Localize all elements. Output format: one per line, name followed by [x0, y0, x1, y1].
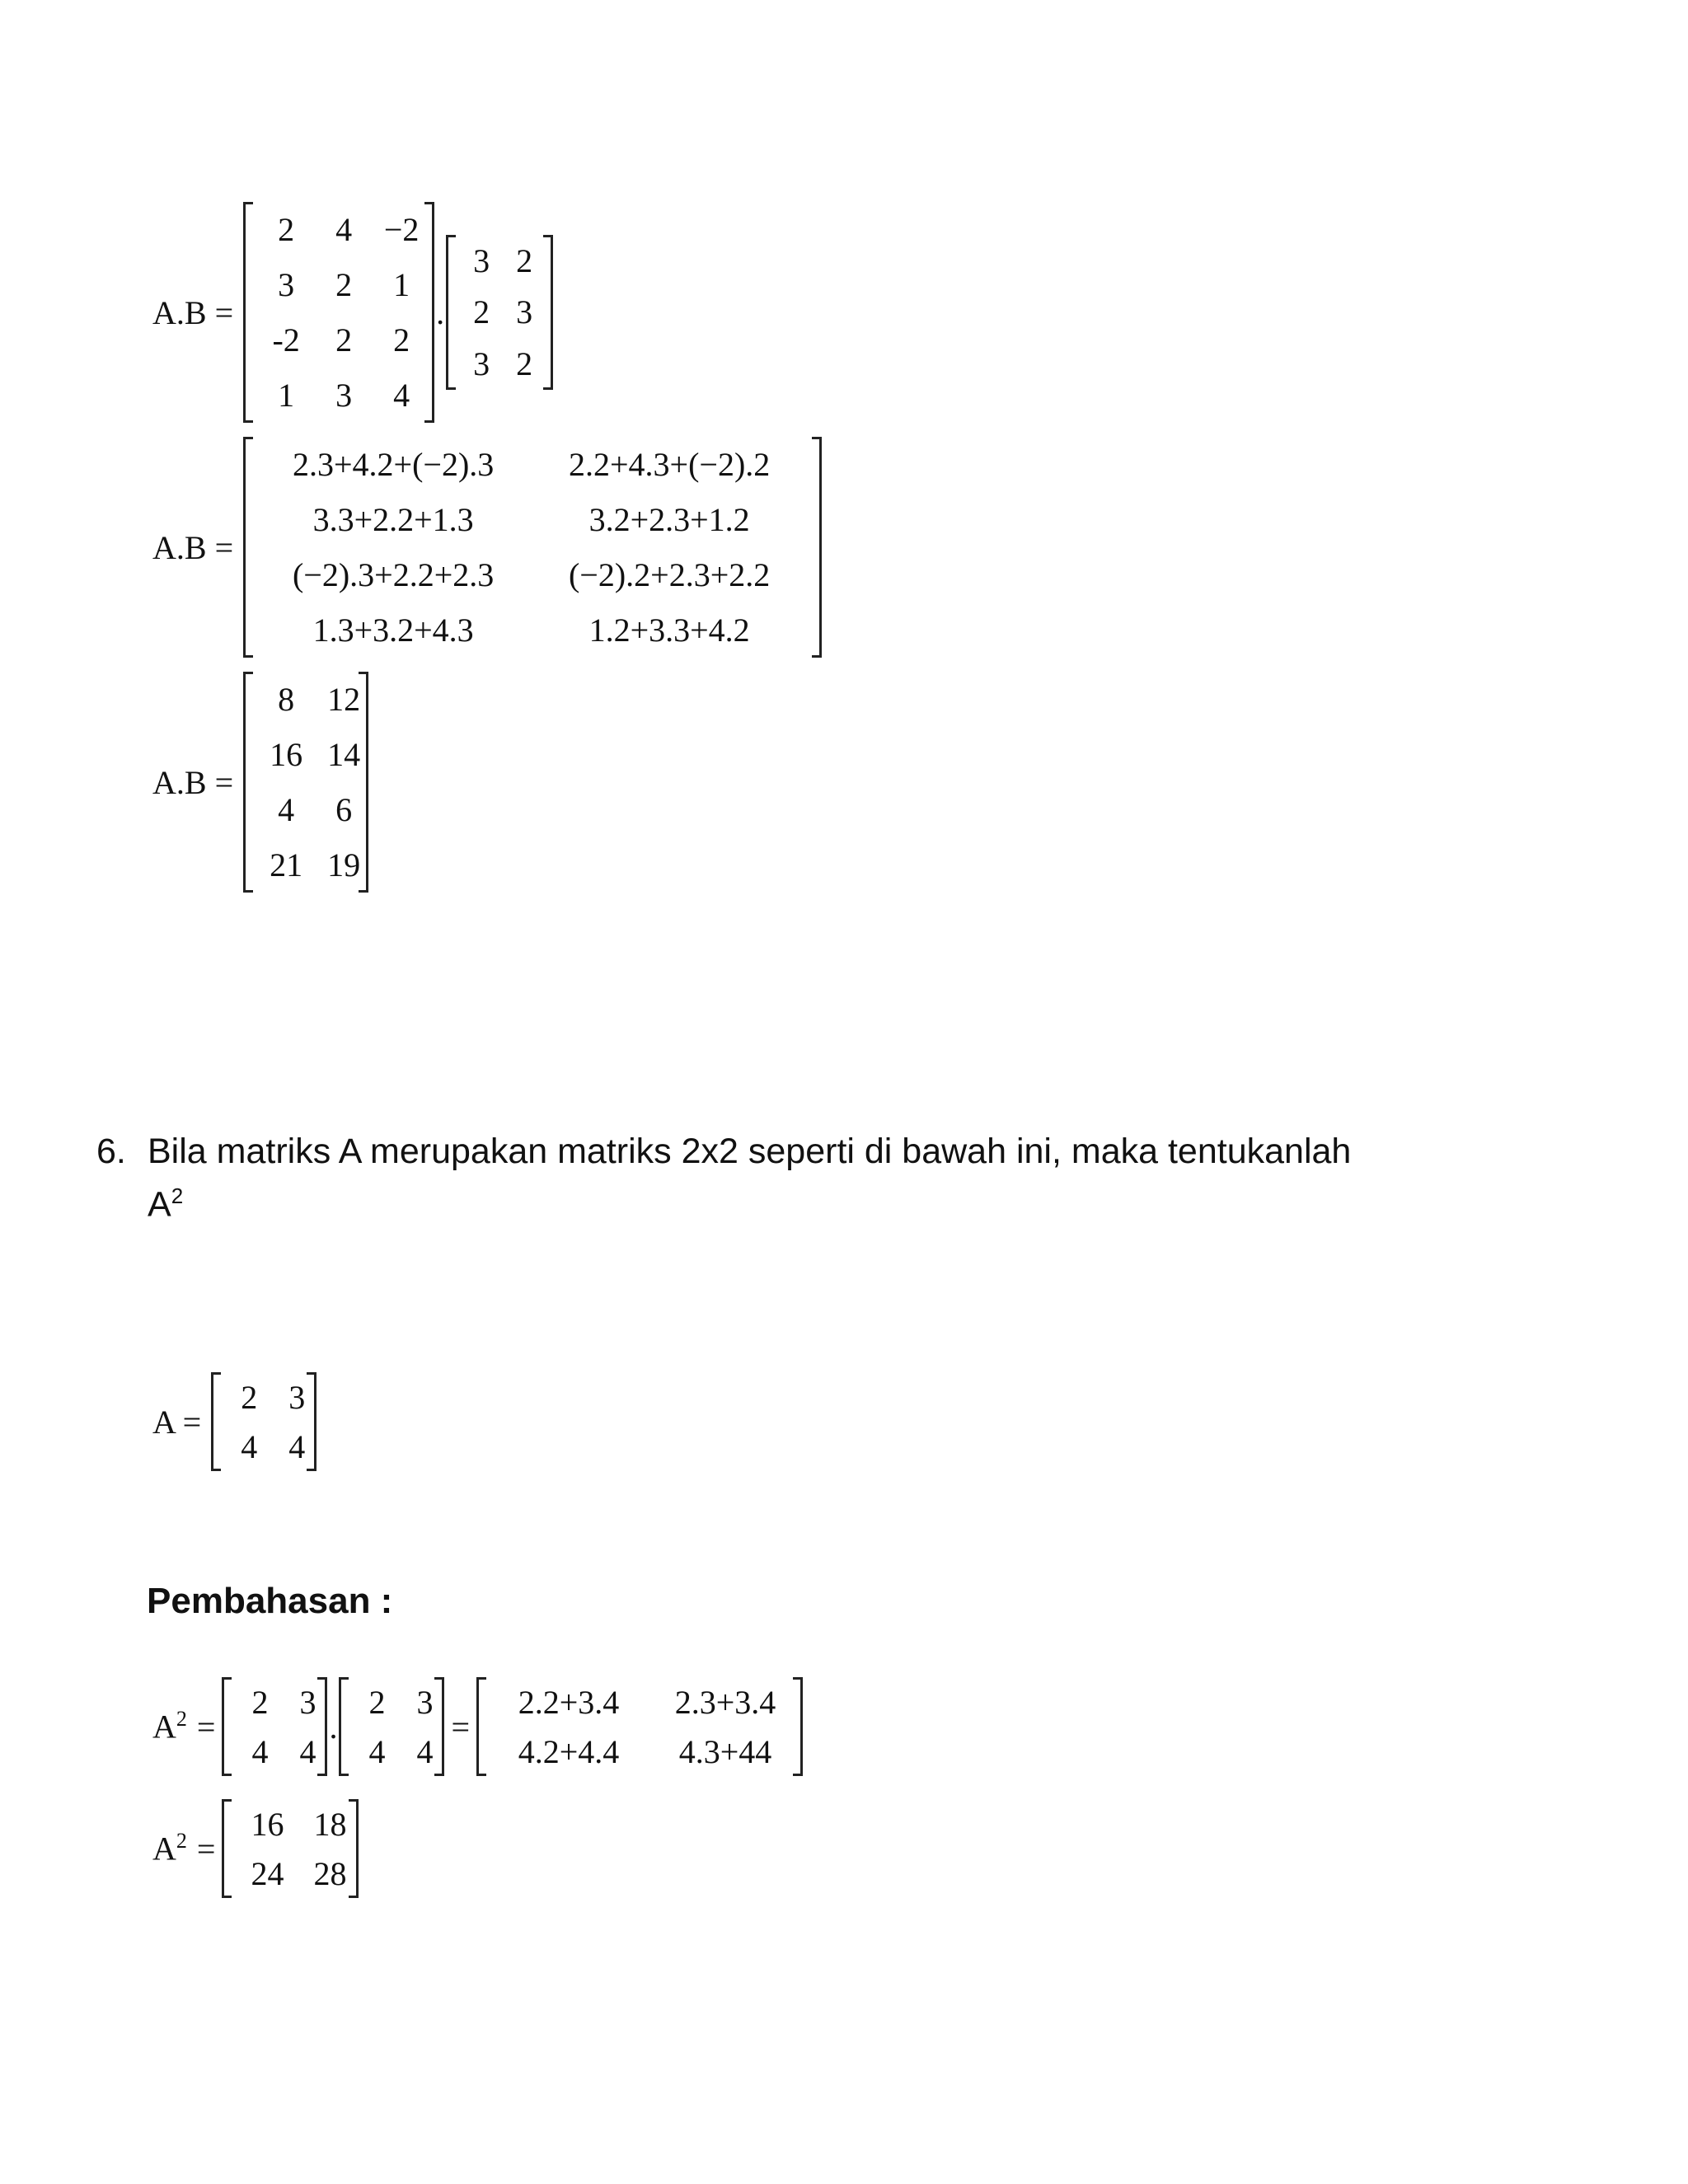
matrix-cell: 3: [278, 266, 295, 303]
matrix-cell: 2: [335, 321, 353, 359]
matrix-cell: 3: [473, 345, 490, 383]
question-target-sup: 2: [171, 1183, 184, 1208]
matrix-cell: 2: [473, 293, 490, 331]
matrix-cell: 19: [327, 846, 361, 883]
multiply-dot: .: [329, 1708, 338, 1746]
ab-expanded-equation: [152, 437, 822, 658]
ab-result-equation: [152, 672, 368, 893]
matrix-cell: 4.3+44: [678, 1732, 772, 1770]
equals-sign: =: [196, 1830, 216, 1868]
matrix-cell: 1.3+3.2+4.3: [312, 612, 474, 649]
ab-lhs: A.B =: [152, 293, 234, 331]
matrix-cell: 4.2+4.4: [518, 1732, 620, 1770]
matrix-cell: 14: [327, 736, 361, 773]
matrix-cell: 1: [393, 266, 410, 303]
matrix-cell: 2: [516, 345, 533, 383]
a-squared-expansion: [152, 1677, 803, 1776]
multiply-dot: .: [436, 293, 445, 331]
a2-expanded-matrix: [476, 1677, 803, 1776]
matrix-cell: 16: [251, 1805, 284, 1843]
equals-sign: =: [451, 1708, 471, 1746]
matrix-cell: 3: [473, 241, 490, 279]
matrix-cell: 16: [270, 736, 303, 773]
ab-product-equation: [152, 202, 553, 423]
matrix-cell: 6: [335, 791, 353, 828]
a-definition: [152, 1372, 316, 1471]
matrix-b: [446, 235, 553, 390]
matrix-cell: 2.3+4.2+(−2).3: [292, 446, 495, 483]
matrix-cell: 2: [368, 1683, 386, 1721]
ab-lhs: A.B =: [152, 528, 234, 566]
equals-sign: =: [196, 1708, 216, 1746]
ab-lhs: A.B =: [152, 763, 234, 801]
matrix-cell: −2: [383, 211, 420, 248]
question-text: Bila matriks A merupakan matriks 2x2 seperti di bawah ini, maka tentukanlah: [148, 1132, 1352, 1171]
matrix-cell: 3: [288, 1378, 306, 1416]
matrix-cell: 2.3+3.4: [674, 1683, 776, 1721]
a2-lhs: $A^2$: [152, 1707, 187, 1746]
matrix-cell: (−2).3+2.2+2.3: [292, 556, 495, 593]
matrix-cell: 4: [288, 1427, 306, 1465]
section-heading: Pembahasan :: [147, 1581, 393, 1621]
matrix-cell: 2.2+4.3+(−2).2: [568, 446, 771, 483]
matrix-cell: 4: [251, 1732, 269, 1770]
question-target: A: [148, 1184, 171, 1225]
matrix-a-2x2: [211, 1372, 316, 1471]
a2-lhs: $A^2$: [152, 1829, 187, 1868]
matrix-cell: 2: [251, 1683, 269, 1721]
question-number: 6.: [96, 1132, 126, 1171]
matrix-cell: 4: [393, 377, 410, 414]
matrix-cell: 2: [393, 321, 410, 359]
a2-factor-right: [339, 1677, 444, 1776]
a-squared-result: [152, 1799, 359, 1898]
a2-result-matrix: [222, 1799, 359, 1898]
matrix-cell: 2: [278, 211, 295, 248]
matrix-cell: 4: [416, 1732, 434, 1770]
matrix-cell: 2: [516, 241, 533, 279]
matrix-cell: 8: [278, 681, 295, 718]
matrix-cell: 4: [368, 1732, 386, 1770]
matrix-cell: 4: [278, 791, 295, 828]
matrix-cell: 1: [278, 377, 295, 414]
matrix-a: [243, 202, 434, 423]
matrix-cell: 2.2+3.4: [518, 1683, 620, 1721]
matrix-cell: 3: [299, 1683, 316, 1721]
matrix-cell: 3.2+2.3+1.2: [588, 501, 750, 538]
matrix-cell: 1.2+3.3+4.2: [588, 612, 750, 649]
matrix-cell: -2: [272, 321, 300, 359]
ab-expanded-matrix: [243, 437, 822, 658]
matrix-cell: 2: [241, 1378, 258, 1416]
matrix-cell: 4: [241, 1427, 258, 1465]
ab-result-matrix: [243, 672, 368, 893]
matrix-cell: 3: [335, 377, 353, 414]
a2-factor-left: [222, 1677, 327, 1776]
question-6: [96, 1129, 1547, 1226]
matrix-cell: 21: [270, 846, 303, 883]
matrix-cell: 4: [299, 1732, 316, 1770]
matrix-cell: 12: [327, 681, 361, 718]
matrix-cell: (−2).2+2.3+2.2: [568, 556, 771, 593]
a-lhs: A =: [152, 1403, 202, 1441]
matrix-cell: 3: [416, 1683, 434, 1721]
matrix-cell: 18: [313, 1805, 347, 1843]
matrix-cell: 3.3+2.2+1.3: [312, 501, 474, 538]
matrix-cell: 28: [313, 1854, 347, 1892]
matrix-cell: 3: [516, 293, 533, 331]
matrix-cell: 2: [335, 266, 353, 303]
matrix-cell: 24: [251, 1854, 284, 1892]
matrix-cell: 4: [335, 211, 353, 248]
